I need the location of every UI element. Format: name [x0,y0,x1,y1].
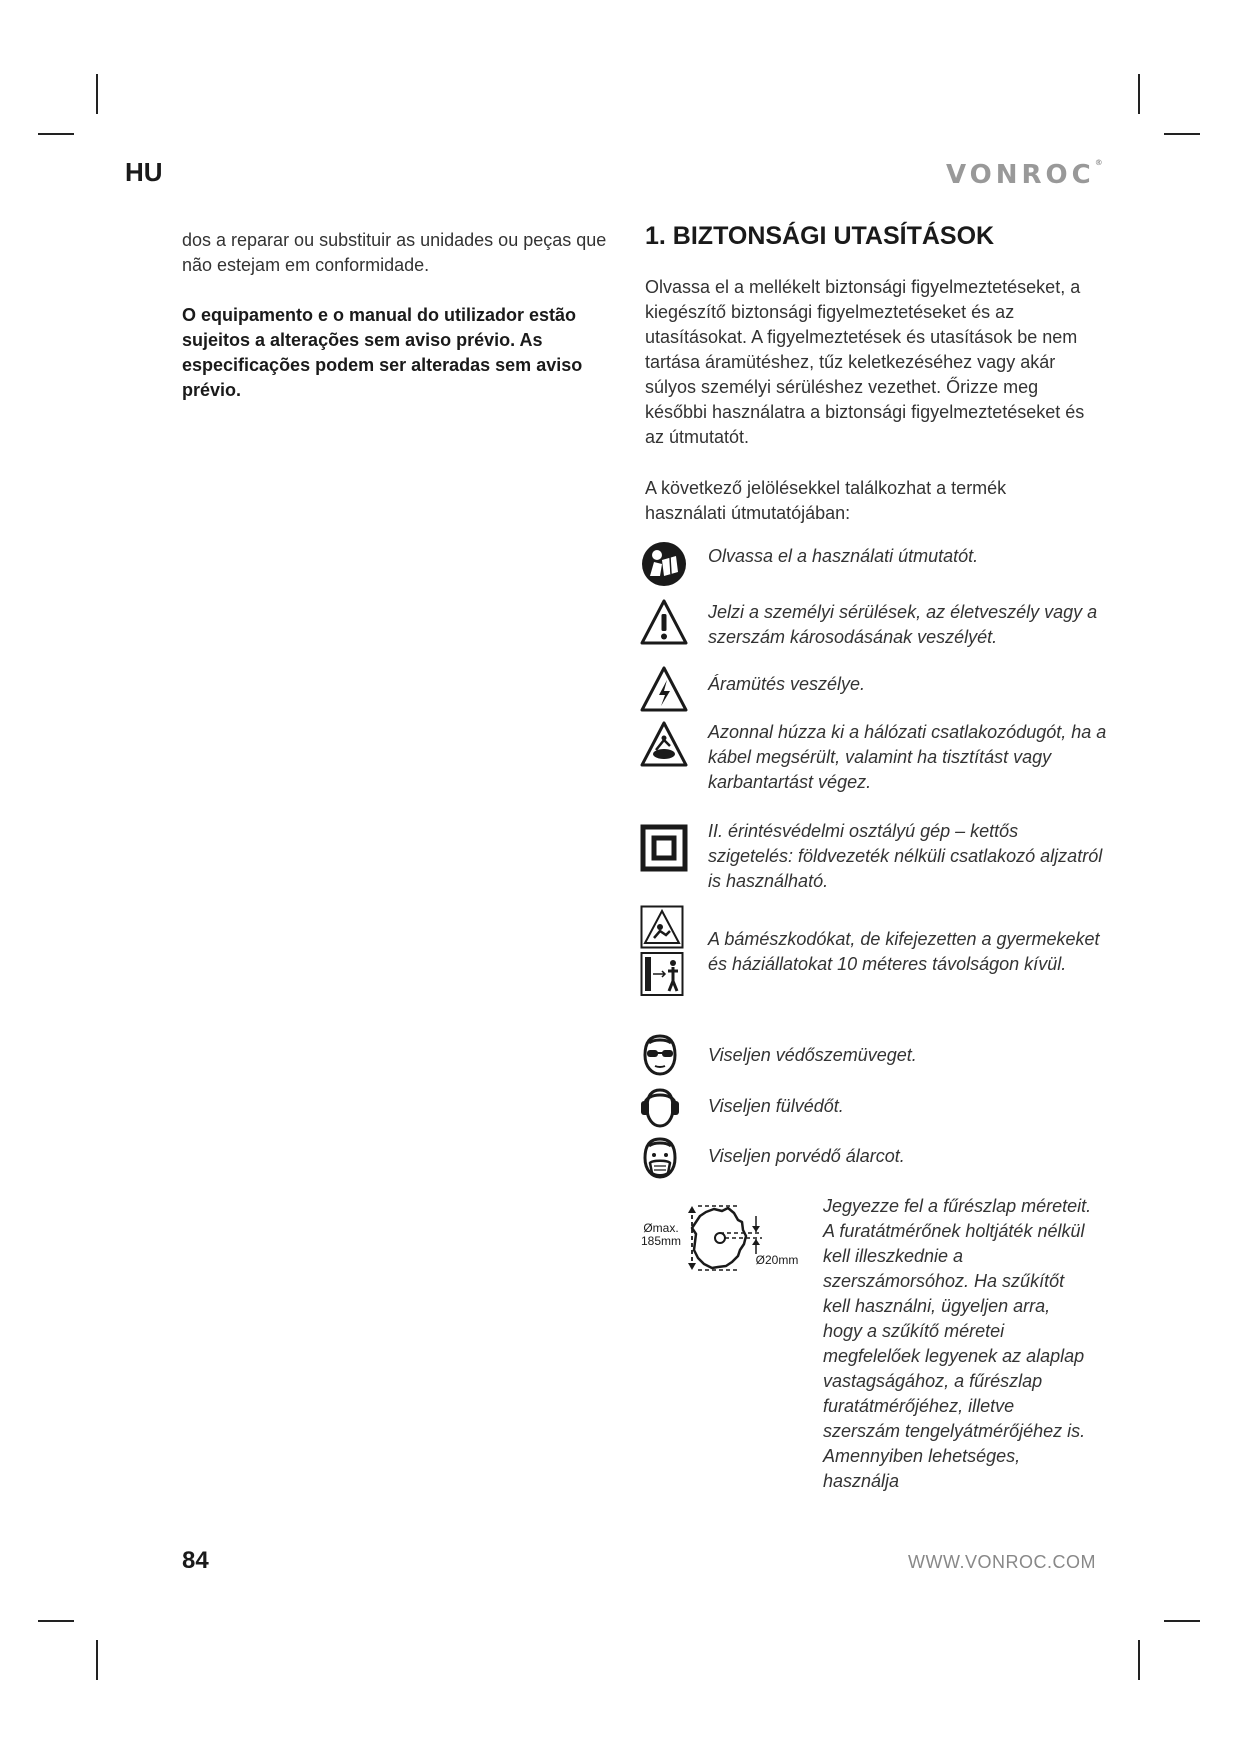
symbol-text: Olvassa el a használati útmutatót. [708,546,979,566]
warning-triangle-icon [640,598,688,646]
symbol-text: Jelzi a személyi sérülések, az életveszély vagy a szerszám károsodásának veszélyét. [708,602,1098,647]
crop-mark [96,74,98,114]
blade-bore-label: Ø20mm [755,1253,799,1267]
section-intro: Olvassa el a mellékelt biztonsági figyelmeztetéseket, a kiegészítő biztonsági figyelmeztetéseket és az utasításokat. A figyelmeztetések és utasítások be nem tartása áramütéshez, tűz keletkezéséhez vagy akár súlyos személyi sérüléshez vezethet. Őrizze meg későbbi használatra a biztonsági figyelmeztetéseket és az útmutatót. [645,277,1085,447]
blade-max-value: 185mm [640,1234,682,1248]
language-code: HU [125,157,163,187]
section-intro-2: A következő jelölésekkel találkozhat a termék használati útmutatójában: [645,478,1007,523]
symbol-text: Viseljen porvédő álarcot. [708,1146,905,1166]
brand-logo: VONROC® [946,158,1103,190]
page-number: 84 [182,1547,209,1574]
symbol-text: A bámészkodókat, de kifejezetten a gyermekeket és háziállatokat 10 méteres távolságon kívül. [708,929,1100,974]
crop-mark [38,133,74,135]
section-title: 1. BIZTONSÁGI UTASÍTÁSOK [645,222,995,250]
website-url: WWW.VONROC.COM [908,1552,1096,1572]
double-insulation-icon [640,824,688,872]
symbol-text: Azonnal húzza ki a hálózati csatlakozódugót, ha a kábel megsérült, valamint ha tisztítást vagy karbantartást végez. [708,722,1107,792]
dust-mask-icon [640,1136,680,1180]
ear-protection-icon [640,1086,680,1130]
symbol-text: Viseljen fülvédőt. [708,1096,844,1116]
symbol-text: Viseljen védőszemüveget. [708,1045,917,1065]
left-notice: O equipamento e o manual do utilizador estão sujeitos a alterações sem aviso prévio. As especificações podem ser alteradas sem aviso prévio. [182,305,583,400]
crop-mark [1138,74,1140,114]
keep-distance-icon [640,905,684,997]
crop-mark [38,1620,74,1622]
blade-max-label: Ømax. [643,1221,679,1235]
symbol-text: II. érintésvédelmi osztályú gép – kettős szigetelés: földvezeték nélküli csatlakozó aljzatról is használható. [708,821,1103,891]
unplug-warning-icon [640,720,688,768]
read-manual-icon [640,540,688,588]
symbol-text: Áramütés veszélye. [708,674,866,694]
blade-text: Jegyezze fel a fűrészlap méreteit. A furatátmérőnek holtjáték nélkül kell illeszkednie a szerszámorsóhoz. Ha szűkítőt kell használni, ügyeljen arra, hogy a szűkítő méretei megfelelőek legyenek az alaplap vastagságához, a fűrészlap furatátmérőjéhez, illetve szerszám tengelyátmérőjéhez is. Amennyiben lehetséges, használja [823,1196,1092,1491]
crop-mark [96,1640,98,1680]
crop-mark [1138,1640,1140,1680]
electric-shock-icon [640,665,688,713]
crop-mark [1164,133,1200,135]
left-column [182,228,612,428]
crop-mark [1164,1620,1200,1622]
safety-glasses-icon [640,1033,680,1077]
left-paragraph: dos a reparar ou substituir as unidades ou peças que não estejam em conformidade. [182,230,607,275]
saw-blade-diagram [632,1200,807,1280]
